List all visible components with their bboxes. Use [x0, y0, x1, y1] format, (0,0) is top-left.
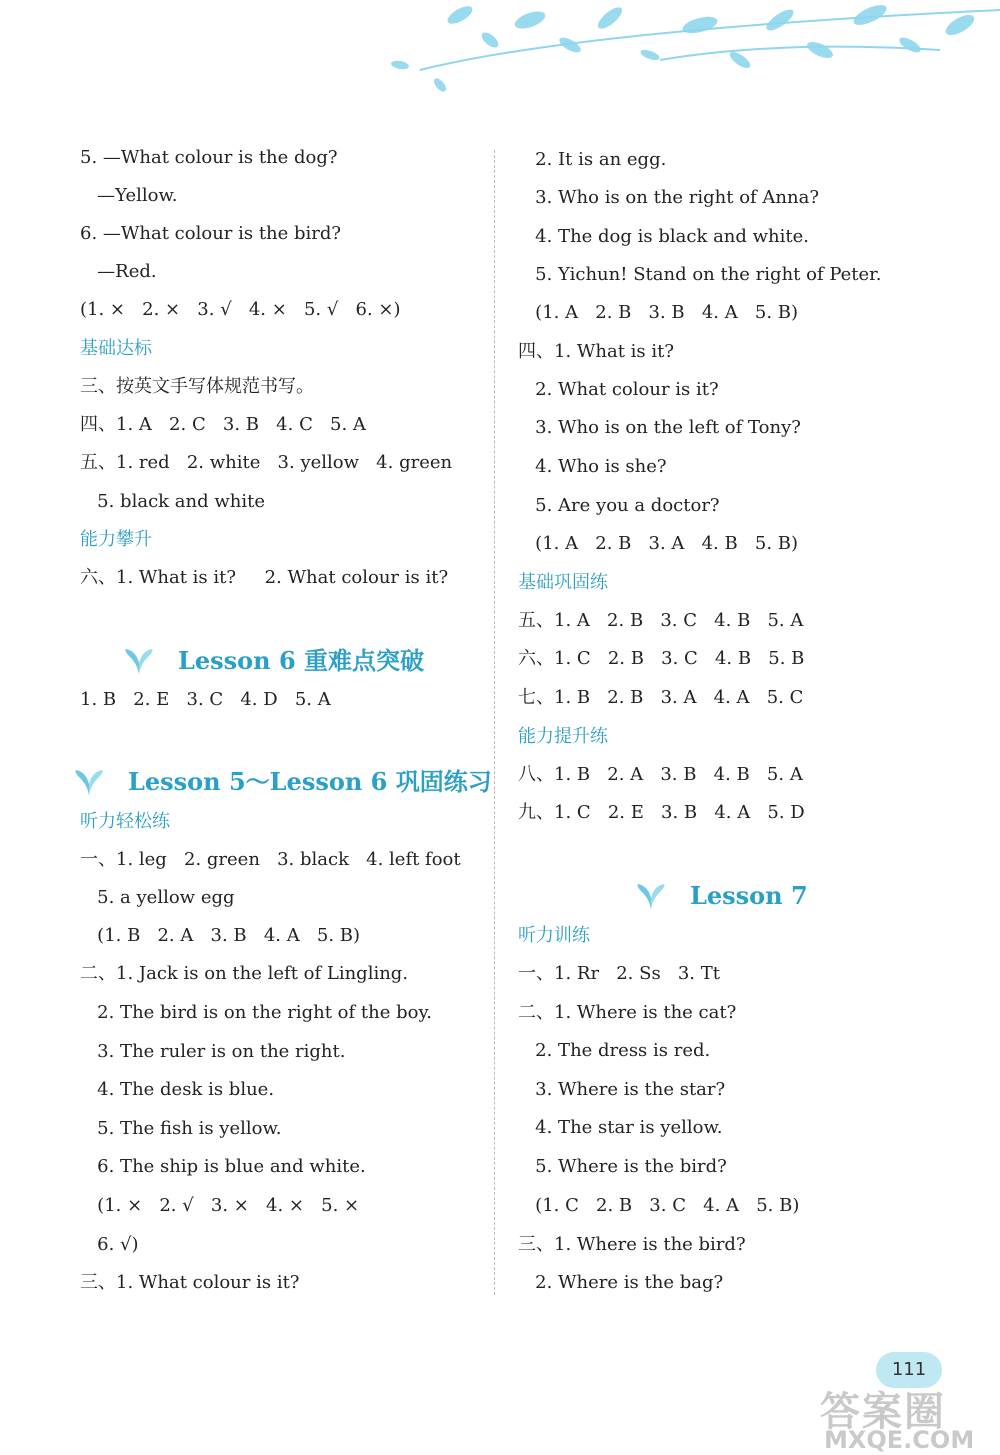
answer-line: 四、1. A 2. C 3. B 4. C 5. A: [80, 414, 366, 435]
lesson-title: Lesson 6 重难点突破: [178, 646, 425, 675]
answer-line: 八、1. B 2. A 3. B 4. B 5. A: [518, 764, 803, 785]
watermark: [820, 1380, 1000, 1455]
answer-line: 3. Who is on the right of Anna?: [518, 187, 819, 208]
answer-line: 5. Are you a doctor?: [518, 495, 720, 516]
watermark-line2: MXQE.COM: [824, 1426, 975, 1454]
answer-line: 5. The fish is yellow.: [80, 1118, 282, 1139]
answer-line: 5. a yellow egg: [80, 887, 235, 908]
lesson-title: Lesson 7: [690, 881, 808, 910]
answer-line: 6. —What colour is the bird?: [80, 223, 342, 244]
decorative-leaves: [380, 0, 1000, 110]
page-number: 111: [876, 1352, 942, 1388]
answer-line: (1. B 2. A 3. B 4. A 5. B): [80, 925, 361, 946]
section-heading: 听力轻松练: [80, 811, 170, 832]
answer-line: (1. × 2. × 3. √ 4. × 5. √ 6. ×): [80, 299, 401, 320]
section-heading: 能力攀升: [80, 529, 152, 550]
section-heading: 听力训练: [518, 925, 590, 946]
leaf-icon: [634, 882, 668, 912]
answer-line: 五、1. A 2. B 3. C 4. B 5. A: [518, 610, 804, 631]
lesson-title: Lesson 5～Lesson 6 巩固练习: [128, 767, 492, 796]
answer-line: 二、1. Where is the cat?: [518, 1002, 737, 1023]
answer-line: 五、1. red 2. white 3. yellow 4. green: [80, 452, 453, 473]
answer-line: 七、1. B 2. B 3. A 4. A 5. C: [518, 687, 804, 708]
answer-line: 6. √): [80, 1234, 139, 1255]
answer-line: 六、1. C 2. B 3. C 4. B 5. B: [518, 648, 805, 669]
answer-line: 4. The desk is blue.: [80, 1079, 275, 1100]
answer-line: —Yellow.: [80, 185, 178, 206]
answer-line: 二、1. Jack is on the left of Lingling.: [80, 963, 409, 984]
answer-line: 4. The star is yellow.: [518, 1117, 723, 1138]
answer-line: (1. A 2. B 3. A 4. B 5. B): [518, 533, 799, 554]
answer-line: 5. Where is the bird?: [518, 1156, 727, 1177]
answer-line: 六、1. What is it? 2. What colour is it?: [80, 567, 449, 588]
answer-line: 5. —What colour is the dog?: [80, 147, 338, 168]
section-heading: 能力提升练: [518, 726, 608, 747]
answer-line: 一、1. Rr 2. Ss 3. Tt: [518, 963, 720, 984]
answer-line: (1. C 2. B 3. C 4. A 5. B): [518, 1195, 800, 1216]
answer-line: 2. Where is the bag?: [518, 1272, 724, 1293]
answer-line: 3. Who is on the left of Tony?: [518, 417, 801, 438]
answer-line: 四、1. What is it?: [518, 341, 675, 362]
answer-line: 2. The bird is on the right of the boy.: [80, 1002, 432, 1023]
answer-line: 4. The dog is black and white.: [518, 226, 810, 247]
answer-line: 5. Yichun! Stand on the right of Peter.: [518, 264, 882, 285]
watermark-line1: 答案圈: [820, 1389, 946, 1435]
leaf-icon: [122, 647, 156, 677]
section-heading: 基础巩固练: [518, 572, 608, 593]
answer-line: 5. black and white: [80, 491, 265, 512]
column-divider: [494, 150, 495, 1295]
answer-line: 3. Where is the star?: [518, 1079, 726, 1100]
answer-line: (1. A 2. B 3. B 4. A 5. B): [518, 302, 799, 323]
answer-line: (1. × 2. √ 3. × 4. × 5. ×: [80, 1195, 360, 1216]
answer-line: 2. It is an egg.: [518, 149, 667, 170]
answer-line: 九、1. C 2. E 3. B 4. A 5. D: [518, 802, 805, 823]
answer-line: 三、1. What colour is it?: [80, 1272, 300, 1293]
leaf-icon: [72, 768, 106, 798]
answer-line: 一、1. leg 2. green 3. black 4. left foot: [80, 849, 461, 870]
answer-line: 6. The ship is blue and white.: [80, 1156, 366, 1177]
answer-line: 三、按英文手写体规范书写。: [80, 376, 314, 397]
answer-line: 三、1. Where is the bird?: [518, 1234, 746, 1255]
answer-line: 2. What colour is it?: [518, 379, 719, 400]
answer-line: 4. Who is she?: [518, 456, 667, 477]
answer-line: 3. The ruler is on the right.: [80, 1041, 346, 1062]
answer-line: —Red.: [80, 261, 157, 282]
section-heading: 基础达标: [80, 338, 152, 359]
answer-line: 2. The dress is red.: [518, 1040, 711, 1061]
answer-line: 1. B 2. E 3. C 4. D 5. A: [80, 689, 331, 710]
